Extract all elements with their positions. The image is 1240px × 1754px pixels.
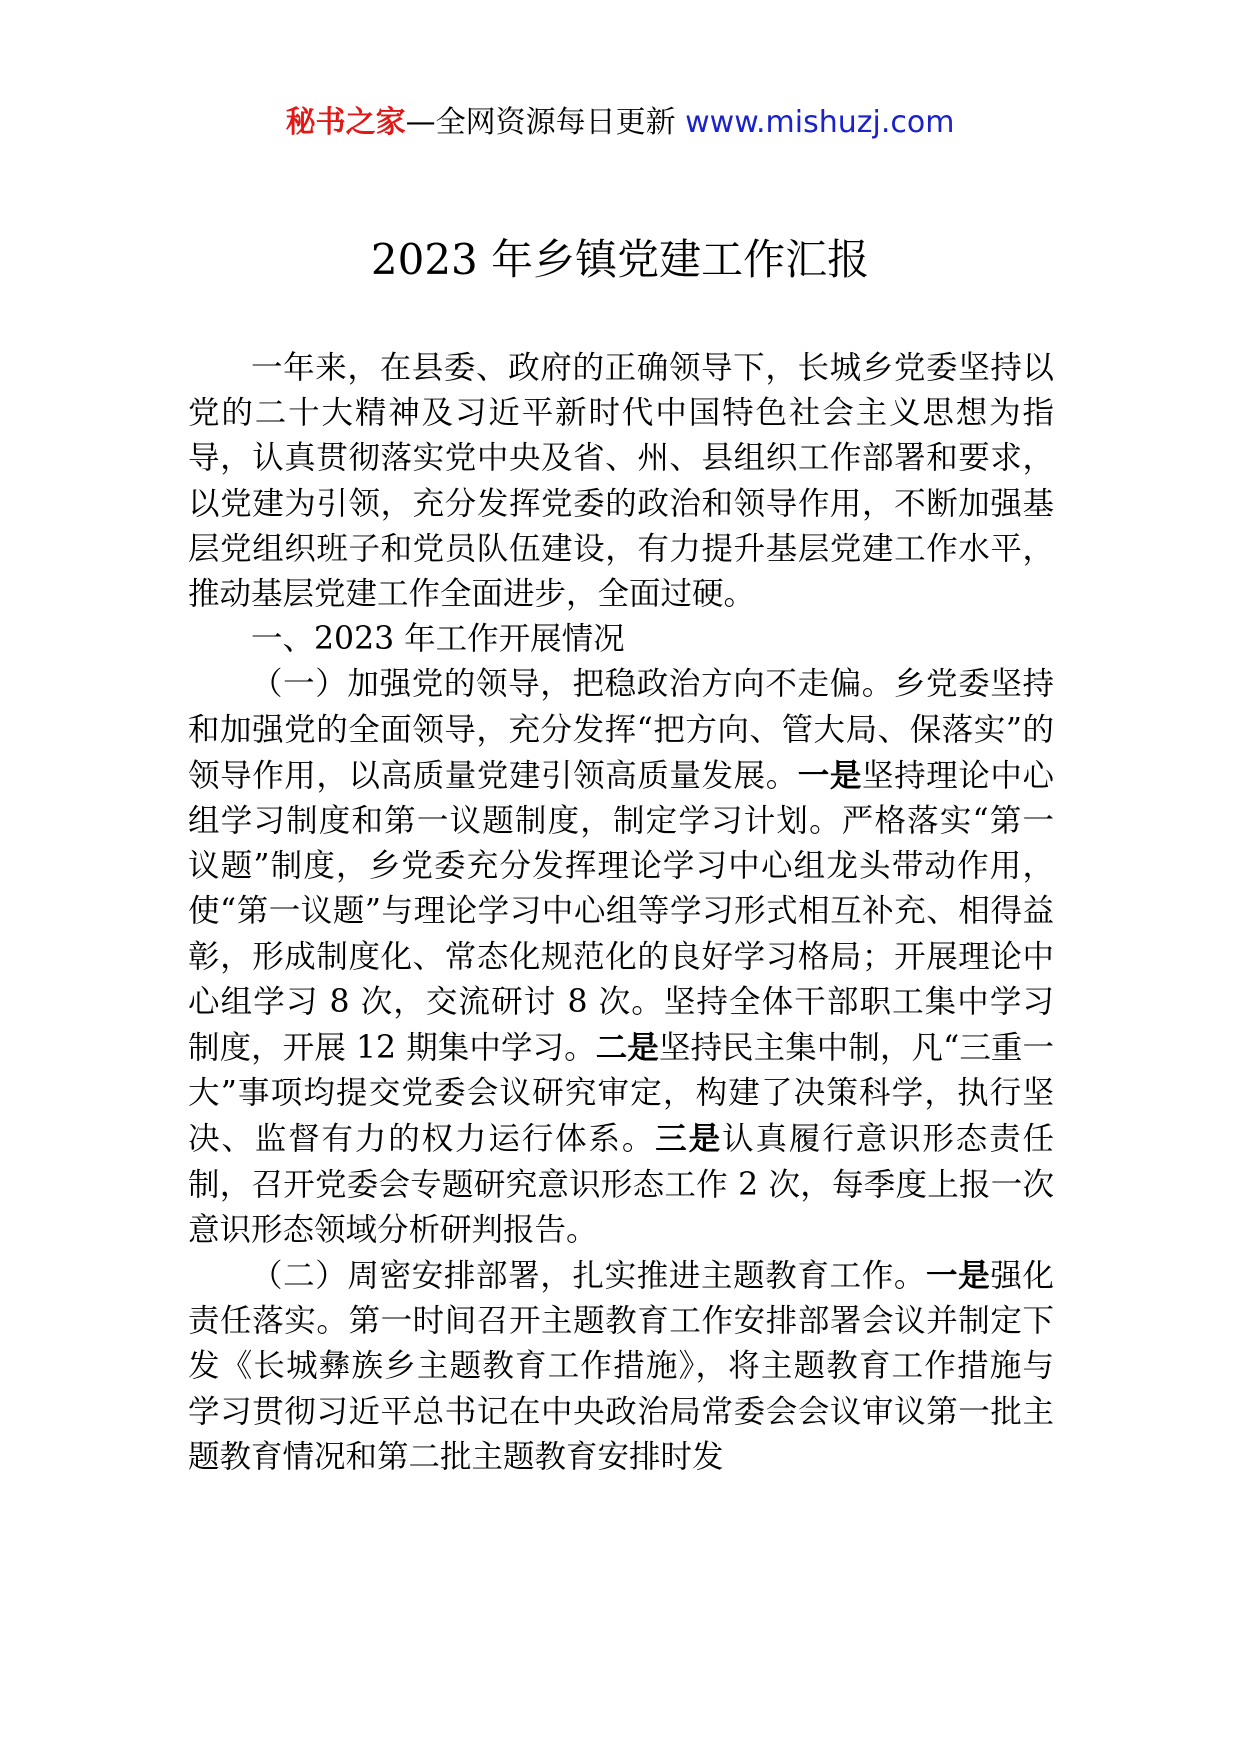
- intro-paragraph: 一年来，在县委、政府的正确领导下，长城乡党委坚持以党的二十大精神及习近平新时代中国特色社会主义思想为指导，认真贯彻落实党中央及省、州、县组织工作部署和要求，以党建为引领，充分发挥党委的政治和领导作用，不断加强基层党组织班子和党员队伍建设，有力提升基层党建工作水平，推动基层党建工作全面进步，全面过硬。: [188, 350, 1054, 613]
- site-header: [0, 100, 1240, 146]
- paragraph-text: 认真履行意识形态责任制，召开党委会专题研究意识形态工作 2 次，每季度上报一次意识形态领域分析研判报告。: [188, 1121, 1054, 1248]
- paragraph-text: 坚持民主集中制，凡“三重一大”事项均提交党委会议研究审定，构建了决策科学，执行坚决、监督有力的权力运行体系。: [188, 1030, 1054, 1158]
- site-brand: 秘书之家: [285, 105, 406, 140]
- bold-marker-third: 三是: [655, 1120, 723, 1158]
- document-title: 2023 年乡镇党建工作汇报: [370, 235, 870, 284]
- document-body: [188, 346, 1054, 1480]
- paragraph-text: （二）周密安排部署，扎实推进主题教育工作。: [251, 1258, 927, 1295]
- paragraph-text: 坚持理论中心组学习制度和第一议题制度，制定学习计划。严格落实“第一议题”制度，乡党委充分发挥理论学习中心组龙头带动作用，使“第一议题”与理论学习中心组等学习形式相互补充、相得益彰，形成制度化、常态化规范化的良好学习格局；开展理论中心组学习 8 次，交流研讨 8 次。坚持全体干部职工集中学习制度，开展 12 期集中学习。: [188, 757, 1054, 1067]
- paragraph-text: 强化责任落实。第一时间召开主题教育工作安排部署会议并制定下发《长城彝族乡主题教育工作措施》，将主题教育工作措施与学习贯彻习近平总书记在中央政治局常委会会议审议第一批主题教育情况和第二批主题教育安排时发: [188, 1258, 1054, 1475]
- bold-marker-second: 二是: [595, 1029, 659, 1067]
- bold-marker-first: 一是: [926, 1257, 991, 1295]
- site-url-link[interactable]: www.mishuzj.com: [685, 105, 955, 140]
- paragraph-theme-education: [188, 1253, 1054, 1480]
- paragraph-text: （一）加强党的领导，把稳政治方向不走偏。乡党委坚持和加强党的全面领导，充分发挥“把方向、管大局、保落实”的领导作用，以高质量党建引领高质量发展。: [188, 666, 1054, 794]
- paragraph-party-leadership: [188, 662, 1054, 1253]
- section-heading: 一、2023 年工作开展情况: [251, 621, 625, 658]
- bold-marker-first: 一是: [797, 756, 862, 794]
- site-tagline: —全网资源每日更新: [405, 105, 686, 140]
